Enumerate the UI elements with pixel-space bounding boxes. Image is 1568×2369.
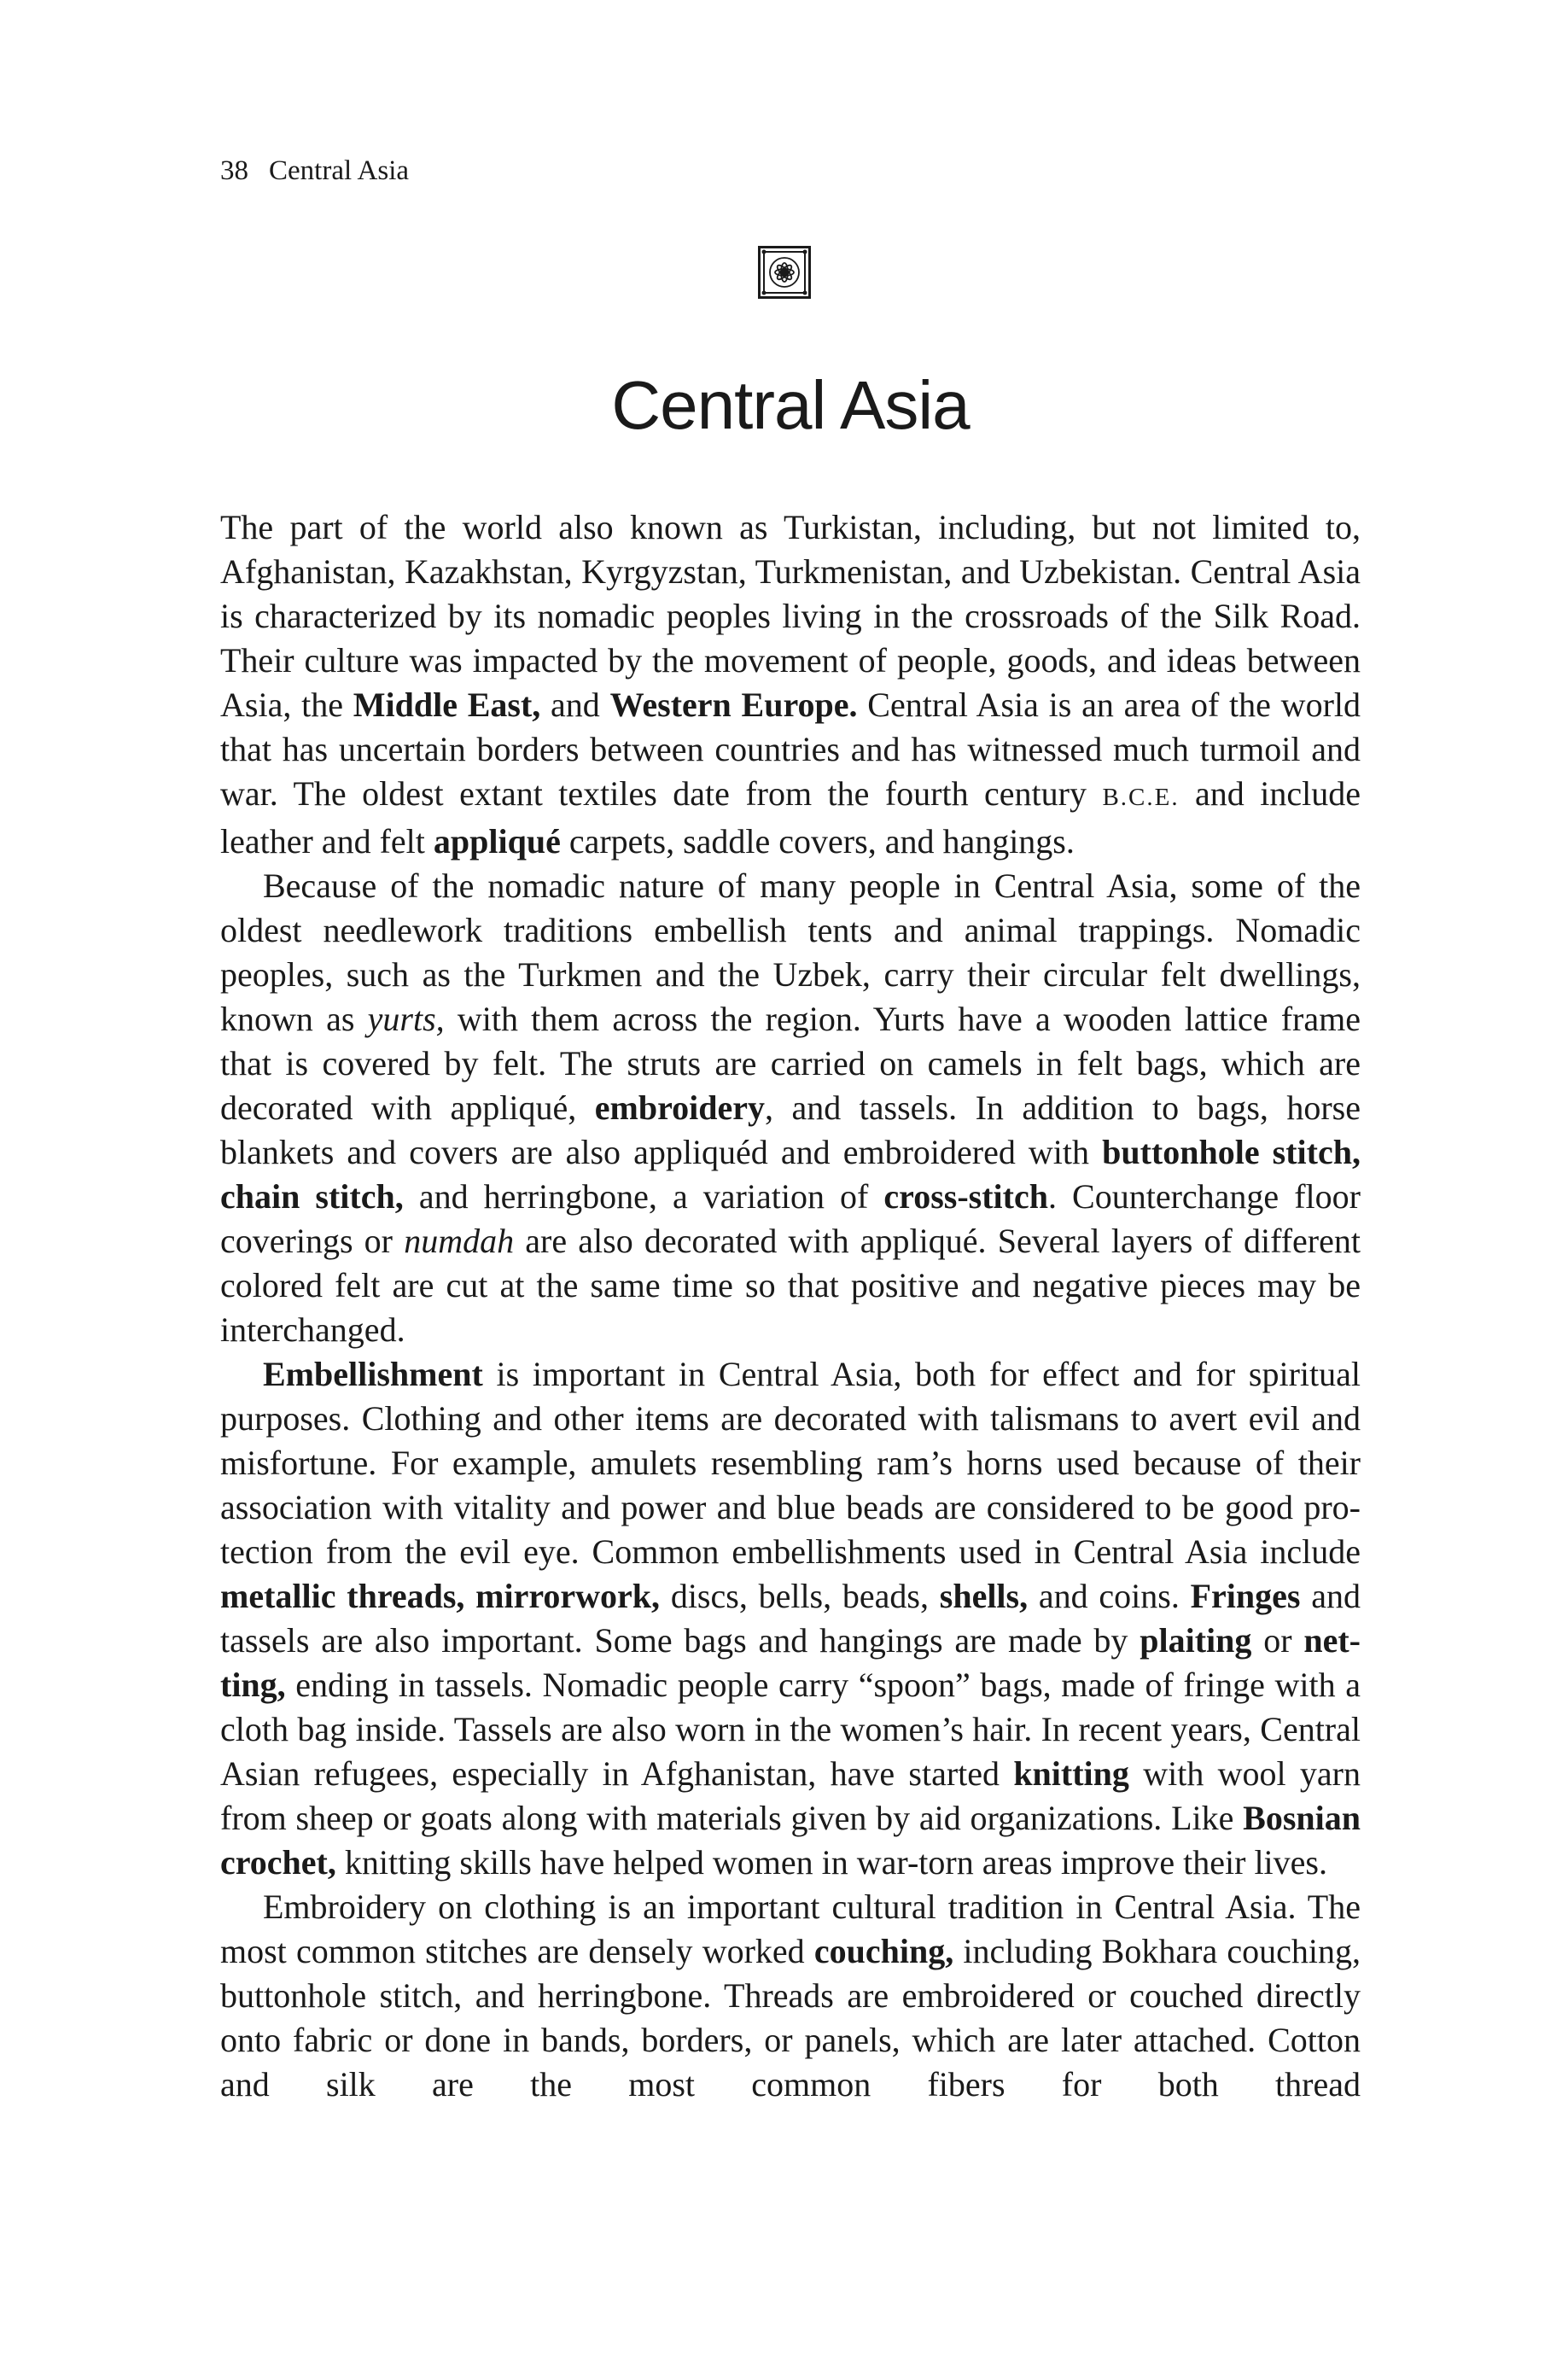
glossary-term: embroidery xyxy=(594,1088,765,1127)
glossary-term: Fringes xyxy=(1190,1577,1301,1615)
text-run: . Counterchange floor coverings or xyxy=(220,1177,1361,1260)
text-run: Because of the nomadic nature of many people in Central Asia, some of the oldest needlework traditions embellish tents and animal trappings. Nomadic peoples, such as the Turkmen and the Uzbek, carry their circular felt dwellings, known as xyxy=(220,866,1361,1038)
text-run: is important in Central Asia, both for effect and for spiritual purposes. Clothing and other items are decorated with talismans to avert evil and misfortune. For example, amulets resembling ram’s horns used because of their association with vitality and power and blue beads are considered to be good protection from the evil eye. Common embellishments used in Central Asia include xyxy=(220,1355,1361,1571)
text-run: and tassels are also important. Some bags and hangings are made by xyxy=(220,1577,1361,1660)
body-paragraph xyxy=(220,864,1361,1352)
glossary-term: plaiting xyxy=(1140,1621,1252,1660)
glossary-term: couching, xyxy=(813,1932,954,1970)
small-caps-abbreviation: B.C.E. xyxy=(1102,784,1180,811)
text-run: Central Asia is an area of the world that has uncertain borders between countries and has witnessed much turmoil and war. The oldest extant textiles date from the fourth century xyxy=(220,686,1361,813)
text-run: with them across the region. Yurts have a wooden lattice frame that is covered by felt. The struts are carried on camels in felt bags, which are decorated with appliqué, xyxy=(220,1000,1361,1127)
glossary-term: Bosnian crochet, xyxy=(220,1799,1361,1882)
body-paragraph xyxy=(220,505,1361,864)
text-run: knitting skills have helped women in war-torn areas improve their lives. xyxy=(335,1843,1327,1882)
glossary-term: cross-stitch xyxy=(883,1177,1048,1216)
italic-term: numdah xyxy=(404,1222,515,1260)
glossary-term: knitting xyxy=(1013,1754,1129,1793)
chapter-title: Central Asia xyxy=(611,367,970,443)
text-run: and herringbone, a variation of xyxy=(403,1177,884,1216)
text-run: discs, bells, beads, xyxy=(660,1577,940,1615)
glossary-term: shells, xyxy=(939,1577,1029,1615)
text-run: or xyxy=(1251,1621,1304,1660)
italic-term: yurts, xyxy=(367,1000,445,1038)
text-run: are also decorated with appliqué. Several layers of different colored felt are cut at the same time so that positive and negative pieces may be interchanged. xyxy=(220,1222,1361,1349)
running-header xyxy=(220,154,409,188)
glossary-term: netting, xyxy=(220,1621,1361,1704)
glossary-term: Embellishment xyxy=(263,1355,483,1393)
text-run: ending in tassels. Nomadic people carry “spoon” bags, made of fringe with a cloth bag inside. Tassels are also worn in the women’s hair. In recent years, Central Asian refugees, especially in Afghanistan, have started xyxy=(220,1666,1361,1793)
page-number: 38 xyxy=(220,155,248,186)
body-paragraph xyxy=(220,1885,1361,2107)
text-run: carpets, saddle covers, and hangings. xyxy=(560,822,1075,861)
text-run: with wool yarn from sheep or goats along with materials given by aid organizations. Like xyxy=(220,1754,1361,1837)
text-run: Embroidery on clothing is an important cultural tradition in Central Asia. The most common stitches are densely worked xyxy=(220,1888,1361,1970)
glossary-term: metallic threads, mirrorwork, xyxy=(220,1577,661,1615)
body-paragraph xyxy=(220,1352,1361,1885)
text-run: , and tassels. In addition to bags, horse blankets and covers are also appliquéd and embroidered with xyxy=(220,1088,1361,1171)
square-floral-ornament-icon xyxy=(758,246,811,299)
glossary-term: Western Europe. xyxy=(609,686,858,724)
glossary-term: Middle East, xyxy=(353,686,541,724)
text-run: and xyxy=(540,686,610,724)
text-run: and include leather and felt xyxy=(220,774,1361,861)
text-run: The part of the world also known as Turkistan, including, but not limited to, Afghanistan, Kazakhstan, Kyrgyzstan, Turkmenistan, and Uzbekistan. Central Asia is characterized by its nomadic peoples living in the crossroads of the Silk Road. Their culture was impacted by the movement of people, goods, and ideas between Asia, the xyxy=(220,508,1361,724)
glossary-term: appliqué xyxy=(433,822,561,861)
text-run: including Bokhara couching, buttonhole stitch, and herringbone. Threads are embroidered or couched directly onto fabric or done in bands, borders, or panels, which are later attached. Cotton and silk are the most common fibers for both thread xyxy=(220,1932,1361,2104)
body-text xyxy=(220,505,1361,2107)
glossary-term: buttonhole stitch, chain stitch, xyxy=(220,1133,1361,1216)
text-run: and coins. xyxy=(1028,1577,1191,1615)
running-title: Central Asia xyxy=(269,155,410,186)
